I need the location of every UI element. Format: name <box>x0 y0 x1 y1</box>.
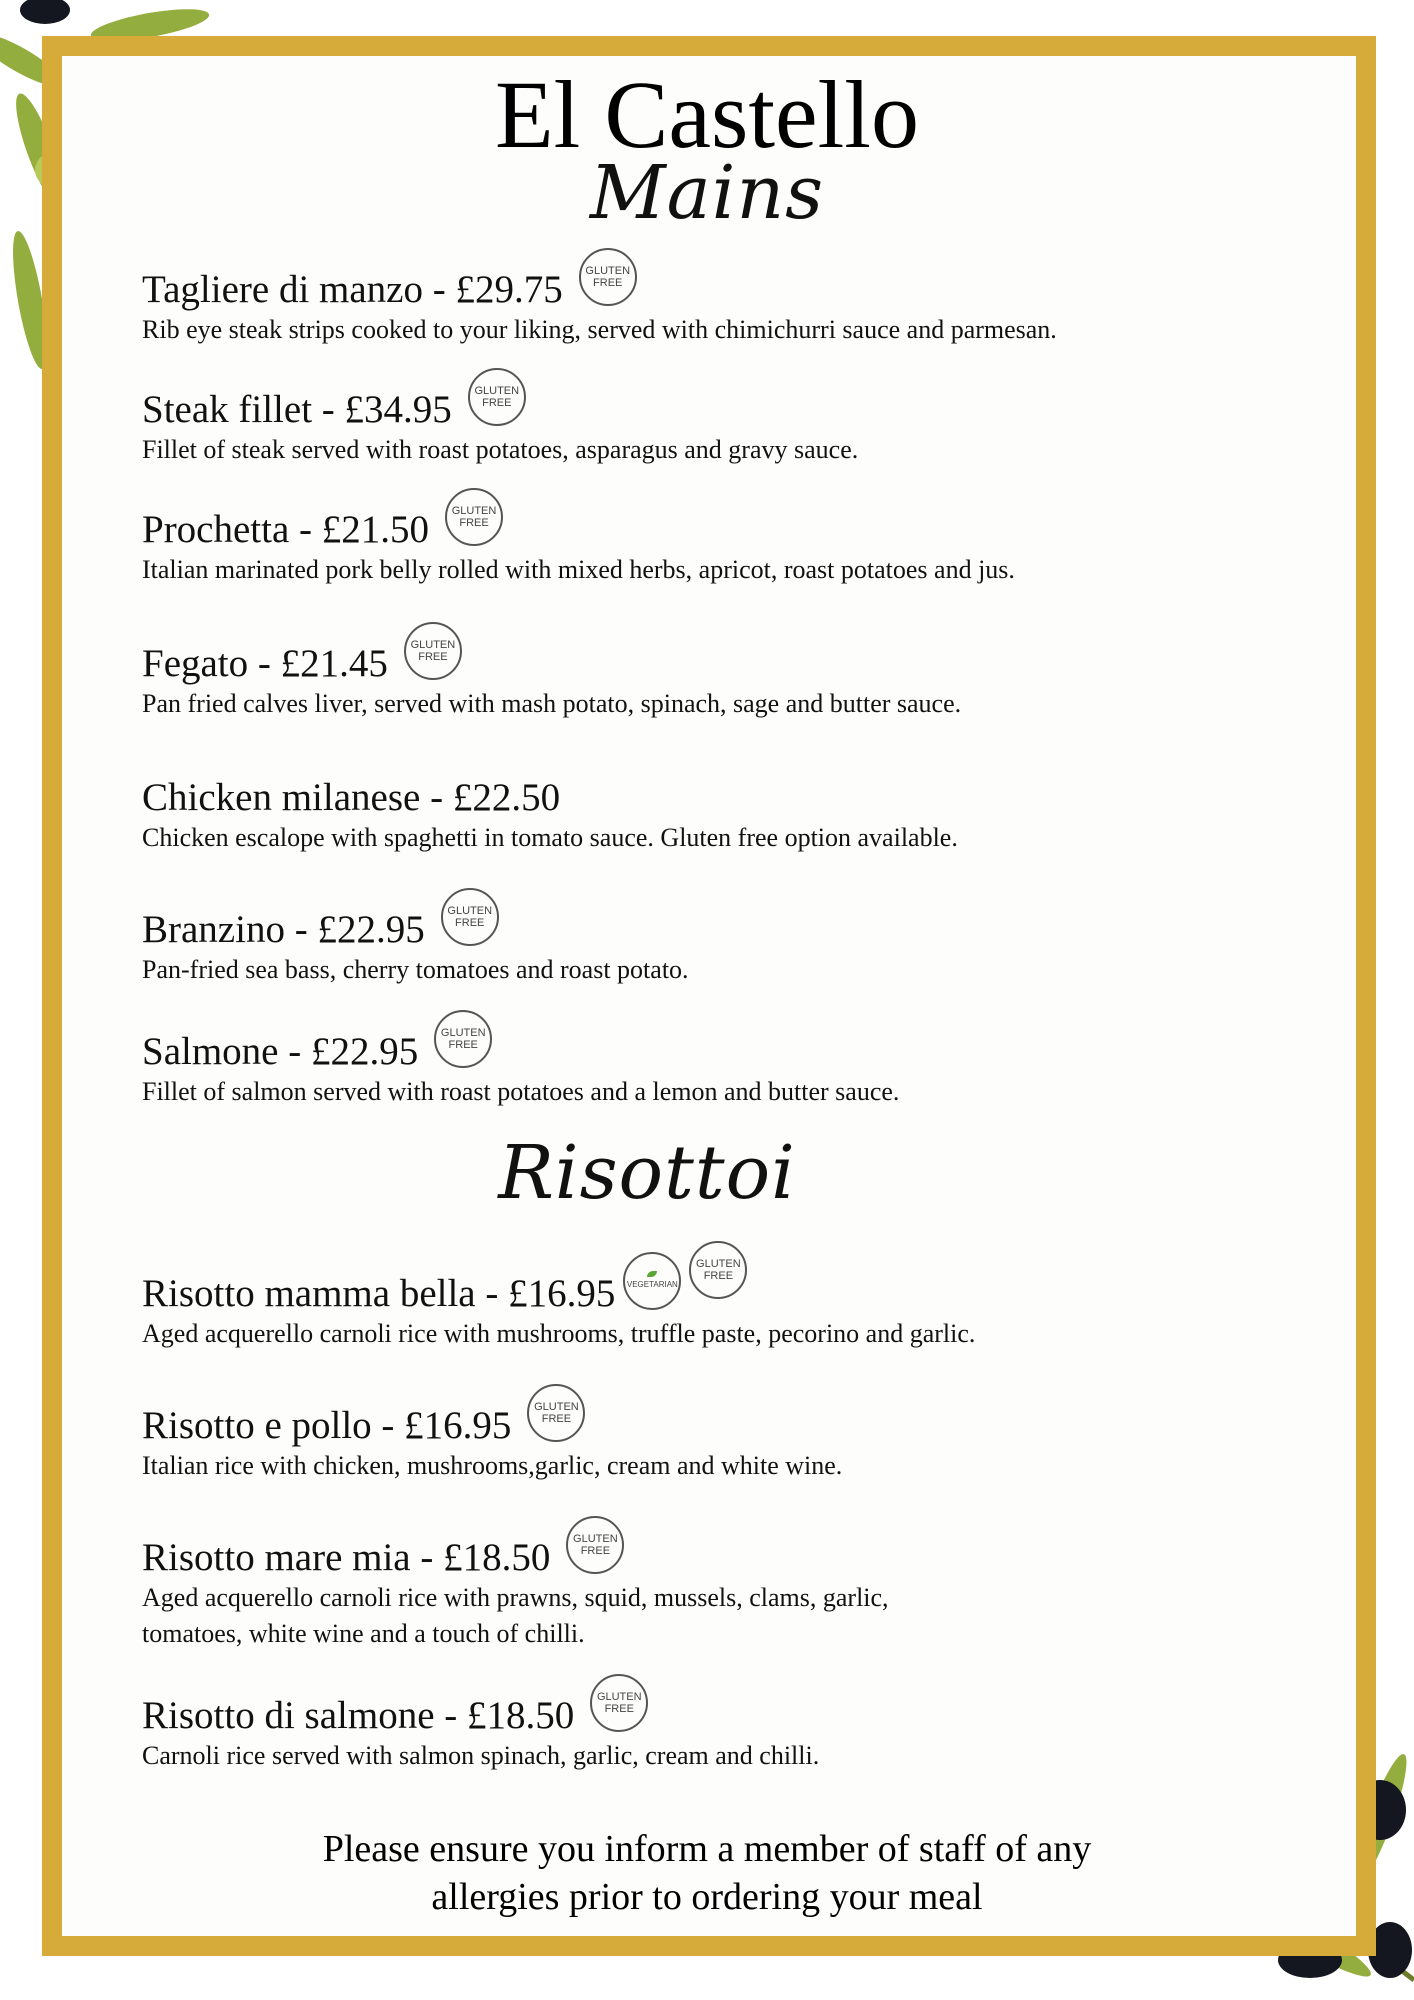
dish-name: Risotto mare mia - £18.50 <box>142 1536 551 1579</box>
vegetarian-badge-icon: VEGETARIAN <box>623 1252 681 1310</box>
dish-name: Risotto e pollo - £16.95 <box>142 1404 512 1447</box>
gluten-free-badge-icon: GLUTEN FREE <box>527 1384 585 1442</box>
section-heading-risotto: Risottoi <box>498 1130 796 1216</box>
menu-item <box>142 1024 1202 1110</box>
dish-description: Fillet of steak served with roast potatoes, asparagus and gravy sauce. <box>142 435 859 464</box>
menu-item <box>142 902 1202 988</box>
menu-item <box>142 636 1202 722</box>
gluten-free-badge-icon: GLUTEN FREE <box>404 622 462 680</box>
dish-name: Fegato - £21.45 <box>142 642 388 685</box>
dish-description: Fillet of salmon served with roast potatoes and a lemon and butter sauce. <box>142 1077 900 1106</box>
allergy-notice-line: allergies prior to ordering your meal <box>431 1876 983 1918</box>
dish-name: Risotto mamma bella - £16.95 <box>142 1272 616 1315</box>
dish-description: Chicken escalope with spaghetti in tomato sauce. Gluten free option available. <box>142 823 958 852</box>
menu-item <box>142 770 1202 856</box>
dish-description-line: Aged acquerello carnoli rice with prawns, squid, mussels, clams, garlic, <box>142 1583 889 1612</box>
dish-description: Pan fried calves liver, served with mash potato, spinach, sage and butter sauce. <box>142 689 962 718</box>
gluten-free-badge-icon: GLUTEN FREE <box>579 248 637 306</box>
restaurant-title: El Castello <box>495 61 919 168</box>
gluten-free-badge-icon: GLUTEN FREE <box>689 1241 747 1299</box>
menu-item <box>142 502 1202 588</box>
menu-item <box>142 262 1202 348</box>
dish-description: Rib eye steak strips cooked to your liking, served with chimichurri sauce and parmesan. <box>142 315 1057 344</box>
menu-item <box>142 1398 1202 1484</box>
menu-item <box>142 382 1202 468</box>
gluten-free-badge-icon: GLUTEN FREE <box>445 488 503 546</box>
section-heading-mains: Mains <box>589 150 825 236</box>
dish-description: Italian marinated pork belly rolled with mixed herbs, apricot, roast potatoes and jus. <box>142 555 1015 584</box>
dish-description: Aged acquerello carnoli rice with mushrooms, truffle paste, pecorino and garlic. <box>142 1319 976 1348</box>
allergy-notice-line: Please ensure you inform a member of staff of any <box>322 1828 1092 1870</box>
menu-item <box>142 1530 1202 1652</box>
dish-description: Carnoli rice served with salmon spinach, garlic, cream and chilli. <box>142 1741 820 1770</box>
gluten-free-badge-icon: GLUTEN FREE <box>566 1516 624 1574</box>
gluten-free-badge-icon: GLUTEN FREE <box>441 888 499 946</box>
menu-item <box>142 1688 1202 1774</box>
dish-name: Chicken milanese - £22.50 <box>142 776 561 819</box>
gluten-free-badge-icon: GLUTEN FREE <box>468 368 526 426</box>
dish-name: Branzino - £22.95 <box>142 908 425 951</box>
dish-name: Salmone - £22.95 <box>142 1030 419 1073</box>
allergy-notice <box>0 1825 1414 1921</box>
dish-name: Steak fillet - £34.95 <box>142 388 452 431</box>
dish-name: Risotto di salmone - £18.50 <box>142 1694 575 1737</box>
gluten-free-badge-icon: GLUTEN FREE <box>434 1010 492 1068</box>
dish-description: Pan-fried sea bass, cherry tomatoes and roast potato. <box>142 955 689 984</box>
menu-item <box>142 1258 1202 1352</box>
dish-description-line: tomatoes, white wine and a touch of chilli. <box>142 1619 585 1648</box>
gluten-free-badge-icon: GLUTEN FREE <box>590 1674 648 1732</box>
dish-description: Italian rice with chicken, mushrooms,garlic, cream and white wine. <box>142 1451 843 1480</box>
dish-name: Prochetta - £21.50 <box>142 508 430 551</box>
dish-name: Tagliere di manzo - £29.75 <box>142 268 563 311</box>
